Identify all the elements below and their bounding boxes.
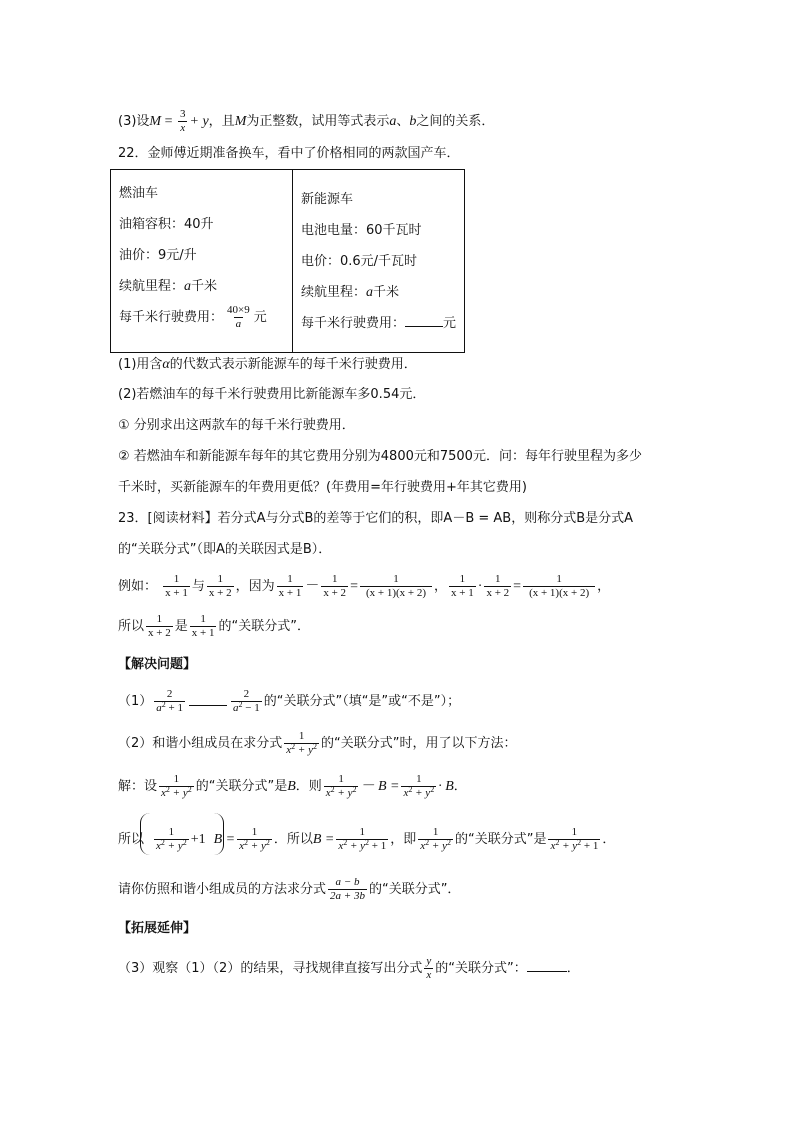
frac-num: 3	[180, 108, 186, 120]
var-a: a	[389, 114, 397, 129]
den: (x + 1)(x + 2)	[360, 586, 432, 600]
B-eq: B =	[213, 832, 236, 847]
sq: 2	[446, 838, 451, 847]
x: x	[403, 787, 409, 799]
den: x + 2	[323, 587, 347, 599]
so-label: 所以	[118, 619, 145, 634]
sq: 2	[182, 838, 187, 847]
y: + y	[559, 840, 578, 852]
den-var: a	[156, 702, 162, 714]
sq: 2	[330, 785, 335, 794]
var-b: b	[409, 114, 417, 129]
fuel-range-unit: 千米	[191, 279, 218, 294]
frac-den: x	[180, 122, 186, 134]
of-assoc: 的“关联分式”．	[218, 619, 310, 634]
q23-imitate	[118, 876, 460, 903]
den: x + 1	[165, 587, 188, 599]
den: x + 2	[148, 627, 171, 639]
fuel-cost-label: 每千米行驶费用：	[119, 310, 224, 325]
ev-cost	[301, 308, 456, 339]
sq: 2	[265, 838, 270, 847]
frac-so-b	[190, 613, 217, 640]
num: 1	[168, 826, 175, 838]
y: + y	[429, 840, 447, 852]
den-tail: + 1	[165, 702, 183, 714]
p2-suffix: 的“关联分式”时，用了以下方法：	[320, 736, 517, 751]
q21-part3-mid: ，且	[208, 114, 235, 129]
fuel-car-title: 燃油车	[119, 186, 159, 201]
sq: 2	[343, 838, 348, 847]
fuel-cost-den: a	[235, 318, 242, 330]
frac-sol-3	[401, 773, 436, 800]
sep: 、	[396, 114, 410, 129]
num: 1	[571, 826, 578, 838]
num: 1	[393, 573, 399, 585]
because: ，因为	[235, 579, 275, 594]
num: 1	[217, 573, 223, 585]
fuel-car-cell	[111, 170, 293, 353]
so2-assoc: 的“关联分式”是	[454, 832, 547, 847]
sq: 2	[577, 838, 582, 847]
eq-2: =	[513, 579, 522, 594]
frac-2-over-a2p1	[154, 688, 185, 715]
eq: =	[350, 579, 358, 594]
imitate-suffix: 的“关联分式”．	[368, 882, 461, 897]
alpha-var: α	[162, 357, 170, 372]
frac-1-over-x1-b	[277, 573, 304, 600]
sq: 2	[425, 838, 430, 847]
y: + y	[412, 787, 431, 799]
var-M-2: M	[234, 114, 247, 129]
ev-range-var: a	[366, 285, 374, 300]
so2-prefix: 所以	[118, 832, 145, 847]
num: 2	[166, 688, 173, 700]
q23-part1	[118, 688, 460, 715]
sol-mid: 的“关联分式”是	[195, 779, 288, 794]
var-M: M	[149, 114, 162, 129]
with: 与	[191, 579, 205, 594]
num: 1	[359, 826, 366, 838]
q23-example	[118, 573, 610, 600]
fuel-range-label: 续航里程：	[119, 279, 185, 294]
frac-sol-8	[548, 826, 600, 853]
p3-prefix: （3）观察（1）（2）的结果，寻找规律直接写出分式	[118, 961, 423, 976]
frac-1-over-x1-c	[449, 573, 476, 600]
q22-intro: 22．金师傅近期准备换车，看中了价格相同的两款国产车．	[118, 146, 460, 161]
num: 1	[459, 573, 466, 585]
imitate-prefix: 请你仿照和谐小组成员的方法求分式	[118, 882, 327, 897]
den-var: a	[233, 702, 239, 714]
so2-mid: ．所以	[273, 832, 313, 847]
q23-line2: 的“关联分式”（即A的关联因式是B）．	[118, 542, 332, 557]
sq: 2	[165, 785, 170, 794]
den: (x + 1)(x + 2)	[523, 586, 595, 600]
q22-part2-i: ① 分别求出这两款车的每千米行驶费用．	[118, 418, 355, 433]
den-tail: − 1	[242, 702, 260, 714]
den: x + 2	[486, 587, 510, 599]
num: a − b	[335, 876, 360, 888]
fraction-3-over-x	[178, 108, 188, 135]
sq: 2	[161, 700, 166, 709]
den: 2a + 3b	[330, 890, 365, 902]
den: x + 1	[451, 587, 474, 599]
num: 1	[432, 826, 439, 838]
frac-sol-2	[324, 773, 359, 800]
B-eq-2: B =	[312, 832, 335, 847]
fuel-tank: 油箱容积：40升	[119, 217, 214, 232]
x: x	[156, 840, 161, 852]
x: x	[239, 840, 245, 852]
p3-end: ．	[566, 961, 580, 976]
sq: 2	[312, 742, 317, 751]
q22-part1-prefix: (1)用含	[118, 357, 163, 372]
q22-part1	[118, 356, 417, 374]
q21-part3-suffix: 之间的关系．	[416, 114, 495, 129]
ev-range-label: 续航里程：	[301, 285, 367, 300]
sq: 2	[555, 838, 560, 847]
answer-blank-1[interactable]	[189, 697, 227, 706]
y: + y	[334, 787, 353, 799]
q22-part2: (2)若燃油车的每千米行驶费用比新能源车多0.54元．	[118, 387, 426, 402]
frac-sol-6	[336, 826, 388, 853]
ev-cost-unit: 元	[443, 316, 457, 331]
fuel-cost-num: 40×9	[227, 304, 250, 316]
num: 1	[298, 730, 305, 742]
sol-prefix: 解：设	[118, 779, 158, 794]
num: 1	[556, 573, 562, 585]
p1-suffix: 的“关联分式”（填“是”或“不是”）；	[263, 694, 461, 709]
sq: 2	[244, 838, 249, 847]
y: + y	[248, 840, 266, 852]
dot: ·	[477, 579, 483, 594]
tail: + 1	[369, 840, 387, 852]
num: 1	[495, 573, 501, 585]
sq: 2	[430, 785, 435, 794]
fuel-cost	[119, 302, 284, 333]
frac-1-over-x2y2	[284, 730, 319, 757]
var-B: B	[287, 779, 296, 794]
num: 1	[173, 773, 180, 785]
p2-prefix: （2）和谐小组成员在求分式	[118, 736, 283, 751]
num: y	[426, 955, 432, 967]
num: 1	[338, 773, 344, 785]
fuel-cost-fraction	[225, 304, 252, 331]
x: x	[161, 787, 166, 799]
fuel-cost-unit: 元	[253, 310, 267, 325]
p1-prefix: （1）	[118, 694, 153, 709]
num: 1	[416, 773, 422, 785]
num: 1	[331, 573, 338, 585]
period: ．	[453, 779, 467, 794]
car-comparison-table	[110, 169, 465, 353]
y: + y	[347, 840, 366, 852]
so2-then: ，即	[390, 832, 417, 847]
sol-then: ．则	[295, 779, 322, 794]
q23-line1: 23．[阅读材料】若分式A与分式B的差等于它们的积，即A－B = AB，则称分式B是分式A	[118, 511, 634, 526]
sq: 2	[365, 838, 370, 847]
q23-part2	[118, 730, 516, 757]
x: x	[338, 840, 344, 852]
frac-1-over-prod	[360, 573, 432, 600]
num: 1	[251, 826, 258, 838]
frac-a-b-over-2a3b	[328, 876, 367, 903]
den: x + 1	[278, 587, 302, 599]
num: 2	[243, 688, 250, 700]
period-2: ．	[602, 832, 616, 847]
q23-solution-line2	[118, 826, 615, 853]
den: x	[426, 969, 432, 981]
dot-B: · B	[438, 779, 454, 794]
frac-sol-7	[418, 826, 453, 853]
is: 是	[174, 619, 188, 634]
frac-y-over-x	[424, 955, 433, 982]
q23-solution-line1	[118, 773, 467, 800]
minus-B: － B =	[360, 779, 400, 794]
solve-heading: 【解决问题】	[118, 657, 197, 672]
sq: 2	[291, 742, 296, 751]
x: x	[420, 840, 426, 852]
x: x	[550, 840, 556, 852]
num: 1	[173, 573, 180, 585]
x: x	[286, 744, 292, 756]
sq: 2	[187, 785, 192, 794]
fuel-range-var: a	[184, 279, 192, 294]
ev-range-unit: 千米	[373, 285, 400, 300]
answer-blank-3[interactable]	[527, 959, 567, 972]
x: x	[325, 787, 331, 799]
q21-part3-prefix: (3)设	[118, 114, 150, 129]
num: 1	[156, 613, 163, 625]
minus: －	[305, 579, 320, 594]
fuel-price: 油价：9元/升	[119, 248, 197, 263]
p3-suffix: 的“关联分式”：	[435, 961, 527, 976]
sq: 2	[408, 785, 413, 794]
q21-part3	[118, 108, 494, 135]
sq: 2	[352, 785, 357, 794]
fuel-range	[119, 271, 284, 302]
ev-car-title: 新能源车	[301, 192, 354, 207]
q21-part3-mid2: 为正整数，试用等式表示	[246, 114, 390, 129]
comma-2: ，	[597, 579, 611, 594]
frac-1-over-x2-c	[484, 573, 511, 600]
ev-cost-blank[interactable]	[405, 314, 443, 327]
q22-part2-ii-line2: 千米时，买新能源车的年费用更低？(年费用=年行驶费用+年其它费用)	[118, 480, 527, 495]
num: 1	[200, 613, 206, 625]
frac-sol-1	[159, 773, 194, 800]
q23-part3	[118, 955, 580, 982]
ev-car-cell	[293, 170, 465, 353]
y: + y	[164, 840, 183, 852]
ev-cost-label: 每千米行驶费用：	[301, 316, 406, 331]
frac-1-over-x2	[207, 573, 234, 600]
frac-1-over-x2-b	[321, 573, 348, 600]
sq: 2	[238, 700, 243, 709]
eq-sign: =	[161, 114, 176, 129]
q22-part2-ii-line1: ② 若燃油车和新能源车每年的其它费用分别为4800元和7500元．问：每年行驶里程为多少	[118, 449, 642, 464]
ev-battery: 电池电量：60千瓦时	[301, 223, 422, 238]
y: + y	[169, 787, 188, 799]
den: x + 2	[208, 587, 232, 599]
frac-2-over-a2m1	[231, 688, 262, 715]
sq: 2	[160, 838, 165, 847]
ev-range	[301, 277, 456, 308]
frac-1-over-prod-b	[523, 573, 595, 600]
q22-part1-suffix: 的代数式表示新能源车的每千米行驶费用．	[169, 357, 417, 372]
frac-sol-5	[237, 826, 272, 853]
extend-heading: 【拓展延伸】	[118, 921, 197, 936]
ev-price: 电价：0.6元/千瓦时	[301, 254, 418, 269]
y: + y	[295, 744, 313, 756]
plus-y: + y	[189, 114, 209, 129]
example-label: 例如：	[118, 579, 158, 594]
den: x + 1	[191, 627, 215, 639]
tail: + 1	[581, 840, 599, 852]
q23-so	[118, 613, 310, 640]
comma: ，	[434, 579, 448, 594]
num: 1	[287, 573, 293, 585]
frac-sol-4	[154, 826, 189, 853]
frac-so-a	[146, 613, 173, 640]
plus-one: +1	[190, 832, 206, 847]
frac-1-over-x1	[163, 573, 190, 600]
